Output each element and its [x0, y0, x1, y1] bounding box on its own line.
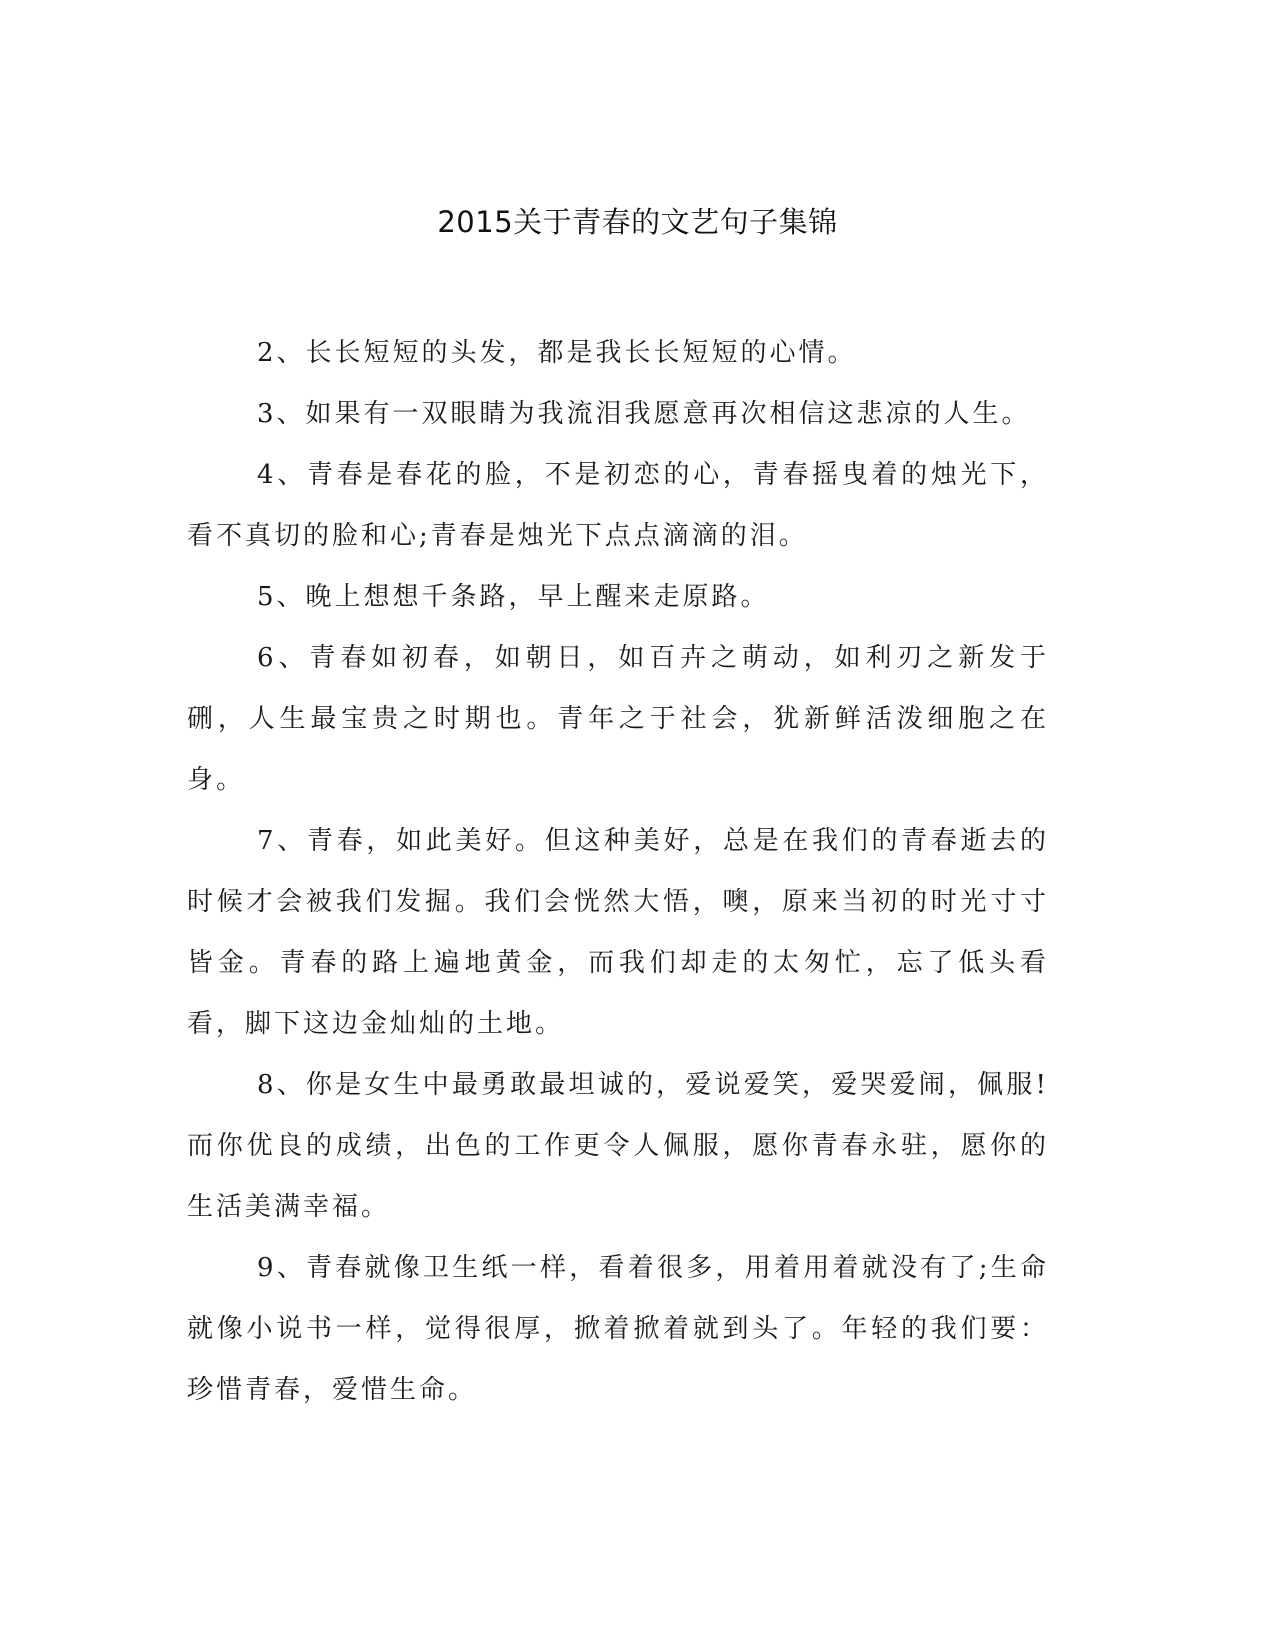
paragraph-8: 8、你是女生中最勇敢最坦诚的，爱说爱笑，爱哭爱闹，佩服!而你优良的成绩，出色的工作更令人佩服，愿你青春永驻，愿你的生活美满幸福。: [187, 1070, 1049, 1222]
paragraph-7: 7、青春，如此美好。但这种美好，总是在我们的青春逝去的时候才会被我们发掘。我们会恍然大悟，噢，原来当初的时光寸寸皆金。青春的路上遍地黄金，而我们却走的太匆忙，忘了低头看看，脚下这边金灿灿的土地。: [187, 826, 1049, 1039]
paragraph-9: 9、青春就像卫生纸一样，看着很多，用着用着就没有了;生命就像小说书一样，觉得很厚，掀着掀着就到头了。年轻的我们要：珍惜青春，爱惜生命。: [187, 1253, 1049, 1405]
paragraph-3: 3、如果有一双眼睛为我流泪我愿意再次相信这悲凉的人生。: [257, 399, 1031, 429]
paragraph-6: 6、青春如初春，如朝日，如百卉之萌动，如利刃之新发于硎，人生最宝贵之时期也。青年之于社会，犹新鲜活泼细胞之在身。: [187, 643, 1049, 795]
document-title: 2015关于青春的文艺句子集锦: [437, 205, 838, 239]
document-body: [187, 323, 1049, 1421]
paragraph-5: 5、晚上想想千条路，早上醒来走原路。: [257, 582, 770, 612]
paragraph-4: 4、青春是春花的脸，不是初恋的心，青春摇曳着的烛光下，看不真切的脸和心;青春是烛光下点点滴滴的泪。: [187, 460, 1049, 551]
paragraph-2: 2、长长短短的头发，都是我长长短短的心情。: [257, 338, 857, 368]
